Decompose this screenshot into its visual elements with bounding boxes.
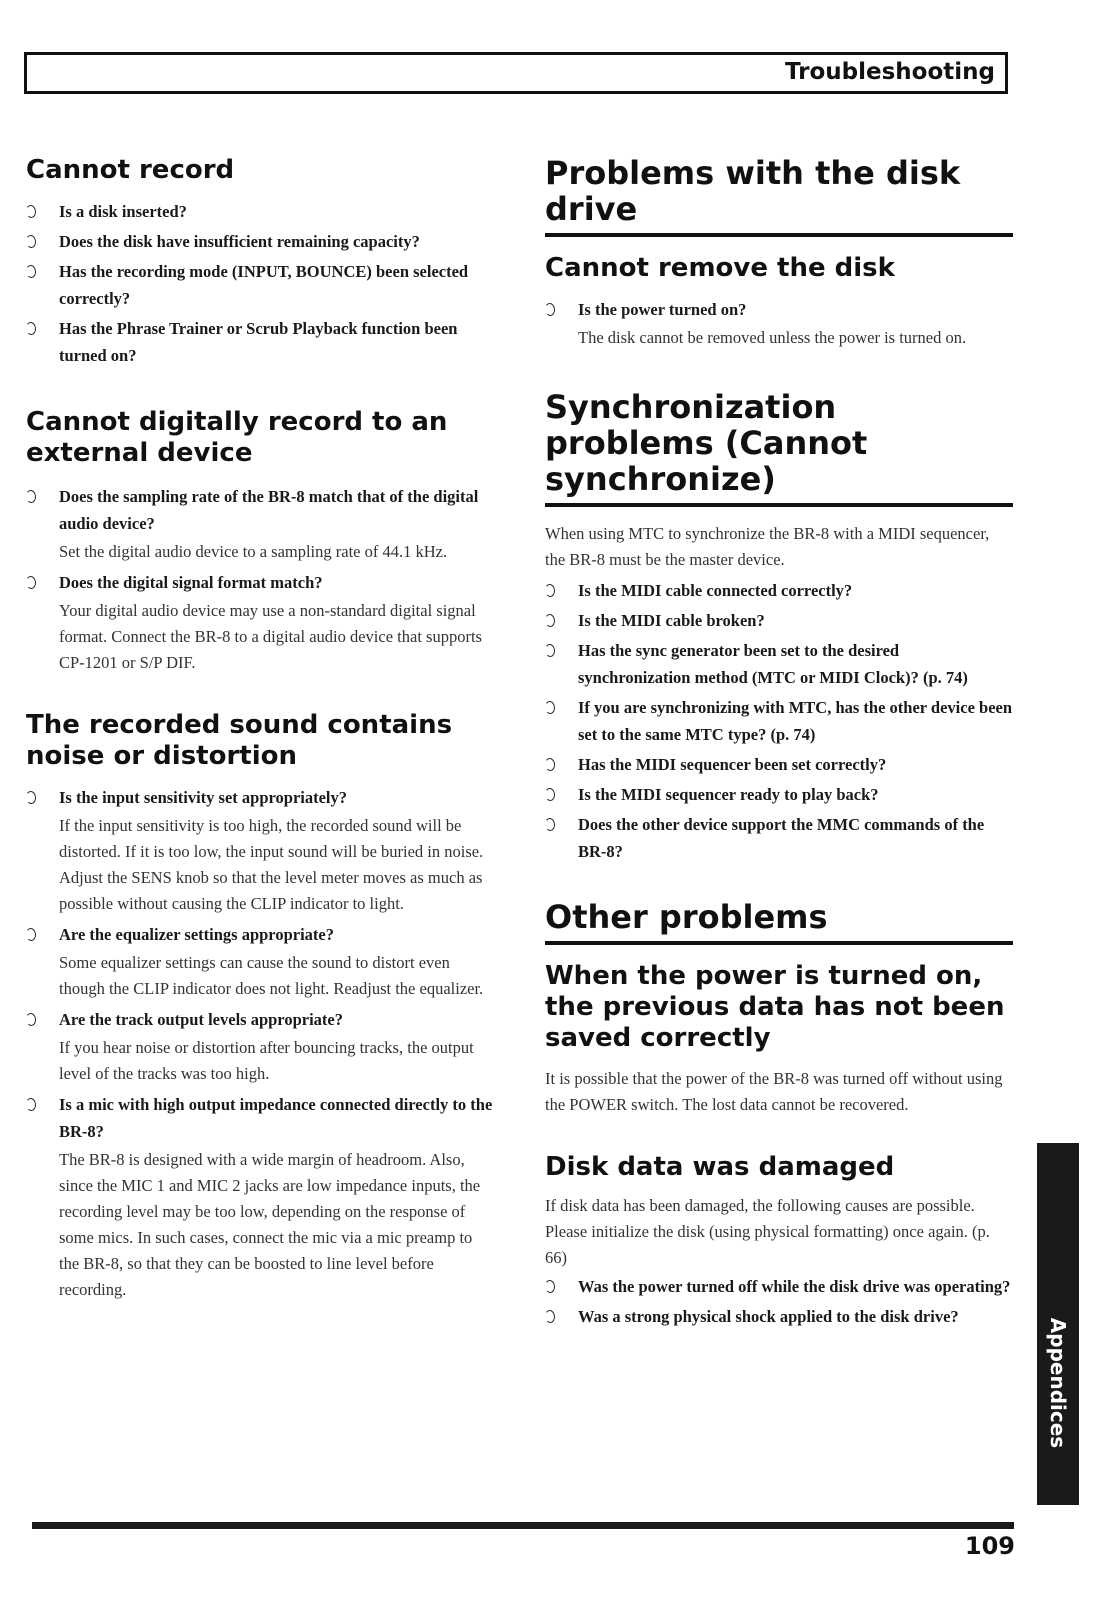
bullet-icon xyxy=(544,758,555,772)
section-title-noise: The recorded sound contains noise or distortion xyxy=(26,710,453,771)
question-item: Is a mic with high output impedance connected directly to the BR-8? xyxy=(26,1091,494,1145)
left-column xyxy=(26,155,494,1307)
header-box xyxy=(24,52,1008,94)
bullet-icon xyxy=(544,614,555,628)
bullet-icon xyxy=(544,701,555,715)
bullet-icon xyxy=(25,1013,36,1027)
question-item: Is the power turned on? xyxy=(545,296,1013,323)
bullet-icon xyxy=(544,788,555,802)
sync-intro: When using MTC to synchronize the BR-8 with a MIDI sequencer, the BR-8 must be the master device. xyxy=(545,524,990,569)
answer-text: Set the digital audio device to a sampling rate of 44.1 kHz. xyxy=(59,542,448,561)
section-title-sync: Synchronization problems (Cannot synchronize) xyxy=(545,389,1013,507)
power-text: It is possible that the power of the BR-8 was turned off without using the POWER switch. The lost data cannot be recovered. xyxy=(545,1069,1003,1114)
section-title-cannot-record: Cannot record xyxy=(26,155,235,185)
bullet-icon xyxy=(25,1098,36,1112)
bullet-icon xyxy=(25,928,36,942)
subsection-title-power: When the power is turned on, the previous data has not been saved correctly xyxy=(545,961,1005,1053)
bullet-icon xyxy=(25,490,36,504)
footer-rule xyxy=(32,1522,1014,1529)
question-item: Are the track output levels appropriate? xyxy=(26,1006,494,1033)
answer-text: The BR-8 is designed with a wide margin of headroom. Also, since the MIC 1 and MIC 2 jacks are low impedance inputs, the recording level may be too low, depending on the response of some mics. In such cases, connect the mic via a mic preamp to the BR-8, so that they can be boosted to line level before recording. xyxy=(59,1150,481,1299)
bullet-icon xyxy=(25,791,36,805)
answer-text: If the input sensitivity is too high, the recorded sound will be distorted. If it is too low, the input sound will be buried in noise. Adjust the SENS knob so that the level meter moves as much as possible without causing the CLIP indicator to light. xyxy=(59,816,484,913)
bullet-icon xyxy=(544,818,555,832)
subsection-title-remove-disk: Cannot remove the disk xyxy=(545,253,895,283)
section-title-disk-drive: Problems with the disk drive xyxy=(545,155,1013,237)
question-item: Does the disk have insufficient remaining capacity? xyxy=(26,228,494,255)
question-item: Is the MIDI cable broken? xyxy=(545,607,1013,634)
bullet-icon xyxy=(544,1310,555,1324)
bullet-icon xyxy=(25,322,36,336)
bullet-icon xyxy=(544,584,555,598)
question-item: Has the recording mode (INPUT, BOUNCE) been selected correctly? xyxy=(26,258,494,312)
section-title-digital-record: Cannot digitally record to an external device xyxy=(26,407,448,468)
question-item: Was a strong physical shock applied to the disk drive? xyxy=(545,1303,1013,1330)
question-item: Has the sync generator been set to the desired synchronization method (MTC or MIDI Clock)? (p. 74) xyxy=(545,637,1013,691)
bullet-icon xyxy=(25,576,36,590)
answer-text: If you hear noise or distortion after bouncing tracks, the output level of the tracks was too high. xyxy=(59,1038,474,1083)
subsection-title-damaged: Disk data was damaged xyxy=(545,1152,895,1182)
answer-text: The disk cannot be removed unless the power is turned on. xyxy=(578,328,967,347)
question-item: Are the equalizer settings appropriate? xyxy=(26,921,494,948)
page-number: 109 xyxy=(964,1532,1015,1560)
question-item: Is the MIDI cable connected correctly? xyxy=(545,577,1013,604)
question-item: Does the digital signal format match? xyxy=(26,569,494,596)
question-item: Has the MIDI sequencer been set correctly? xyxy=(545,751,1013,778)
question-item: Is a disk inserted? xyxy=(26,198,494,225)
bullet-icon xyxy=(544,644,555,658)
bullet-icon xyxy=(544,1280,555,1294)
header-title: Troubleshooting xyxy=(784,59,995,85)
question-item: Has the Phrase Trainer or Scrub Playback function been turned on? xyxy=(26,315,494,369)
question-item: Is the MIDI sequencer ready to play back? xyxy=(545,781,1013,808)
question-item: Does the sampling rate of the BR-8 match that of the digital audio device? xyxy=(26,483,494,537)
question-item: Was the power turned off while the disk drive was operating? xyxy=(545,1273,1013,1300)
damaged-text: If disk data has been damaged, the following causes are possible. Please initialize the disk (using physical formatting) once again. (p. 66) xyxy=(545,1196,990,1267)
answer-text: Your digital audio device may use a non-standard digital signal format. Connect the BR-8 to a digital audio device that supports CP-1201 or S/P DIF. xyxy=(59,601,482,672)
appendices-tab xyxy=(1037,1143,1079,1505)
bullet-icon xyxy=(25,205,36,219)
question-item: Does the other device support the MMC commands of the BR-8? xyxy=(545,811,1013,865)
question-item: If you are synchronizing with MTC, has the other device been set to the same MTC type? (p. 74) xyxy=(545,694,1013,748)
bullet-icon xyxy=(25,265,36,279)
answer-text: Some equalizer settings can cause the sound to distort even though the CLIP indicator does not light. Readjust the equalizer. xyxy=(59,953,484,998)
question-item: Is the input sensitivity set appropriately? xyxy=(26,784,494,811)
bullet-icon xyxy=(544,303,555,317)
bullet-icon xyxy=(25,235,36,249)
section-title-other: Other problems xyxy=(545,899,1013,945)
right-column xyxy=(545,155,1013,1330)
appendices-tab-label: Appendices xyxy=(1046,1317,1070,1449)
